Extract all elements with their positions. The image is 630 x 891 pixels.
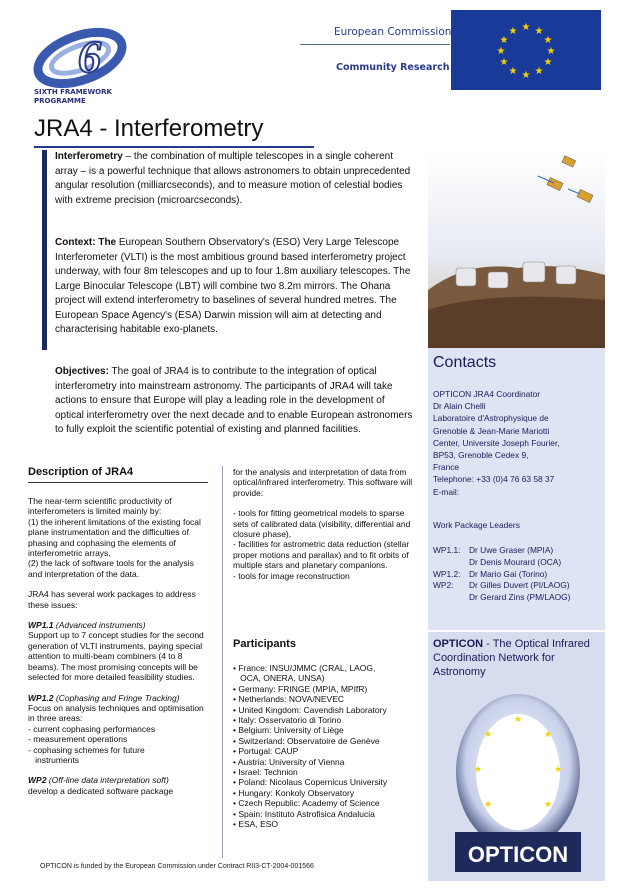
participant-item: • Hungary: Konkoly Observatory <box>233 787 355 798</box>
wp-leader-row <box>433 557 603 569</box>
wp2-code: WP1.2 <box>28 692 54 703</box>
ec-divider <box>300 44 450 45</box>
wp-code <box>433 592 469 604</box>
mid-bullet: - facilities for astrometric data reduction (stellar proper motions and parallax) and to fit orbits of multiple stars and planetary companions. <box>233 539 410 571</box>
participant-item: • Belgium: University of Liège <box>233 725 344 736</box>
opticon-heading <box>433 637 603 679</box>
participant-item: • Israel: Technion <box>233 767 298 778</box>
svg-text:★: ★ <box>473 765 483 775</box>
wp-leader-row <box>433 545 603 557</box>
participant-item: • Italy: Osservatorio di Torino <box>233 715 342 726</box>
context-text: European Southern Observatory's (ESO) Very Large Telescope Interferometer (VLTI) is the most ambitious ground based interferometry project underway, with four 8m telescopes and up to four 1.8m auxiliary telescopes. The Large Binocular Telescope (LBT) will combine two 8.2m mirrors. The Ohana project will extend interferometry to baselines of several hundred metres. The European Space Agency's (ESA) Darwin mission will aim at detecting and characterising habitable exo-planets. <box>55 237 411 335</box>
title-underline <box>34 146 314 148</box>
svg-text:★: ★ <box>521 22 531 33</box>
opticon-name: OPTICON <box>433 638 484 650</box>
svg-text:★: ★ <box>508 26 518 37</box>
contacts-details <box>433 388 603 498</box>
intro-accent-bar <box>42 150 47 350</box>
svg-text:★: ★ <box>521 70 531 81</box>
contact-phone: Telephone: +33 (0)4 76 63 58 37 <box>433 474 555 485</box>
desc-limit-2: (2) the lack of software tools for the analysis and interpretation of the data. <box>28 558 194 579</box>
wp2-bullet: - current cophasing performances <box>28 723 156 734</box>
wp3-text: develop a dedicated software package <box>28 785 174 796</box>
participant-item: • Czech Republic: Academy of Science <box>233 798 380 809</box>
wp-leaders-title: Work Package Leaders <box>433 520 520 530</box>
wp3-title: (Off-line data interpretation soft) <box>46 775 169 786</box>
wp1-text: Support up to 7 concept studies for the second generation of VLTI instruments, paying special attention to multi-beam combiners (4 to 8 beams). The most promising concepts will be selected for more detailed feasibility studies. <box>28 630 204 683</box>
svg-text:★: ★ <box>499 35 509 46</box>
participant-item: • Germany: FRINGE (MPIA, MPIfR) <box>233 683 368 694</box>
svg-text:★: ★ <box>508 66 518 77</box>
wp2-heading <box>28 693 210 703</box>
participant-item: OCA, ONERA, UNSA) <box>233 673 325 684</box>
contact-line: France <box>433 462 460 473</box>
description-left-column <box>28 496 210 796</box>
wp1-code: WP1.1 <box>28 620 54 631</box>
svg-text:6: 6 <box>78 31 101 82</box>
fp6-caption-line1: SIXTH FRAMEWORK <box>34 88 112 96</box>
wp-leader-row <box>433 592 603 604</box>
opticon-logo-text: OPTICON <box>467 842 569 867</box>
svg-text:★: ★ <box>543 800 553 810</box>
opticon-logo <box>443 692 593 877</box>
wp2-bullet: - cophasing schemes for future <box>28 744 145 755</box>
fp6-caption <box>34 88 112 106</box>
wp3-heading <box>28 775 210 785</box>
svg-text:★: ★ <box>496 46 506 57</box>
desc-intro: The near-term scientific productivity of interferometers is limited mainly by: <box>28 496 172 517</box>
svg-text:★: ★ <box>499 57 509 68</box>
svg-text:★: ★ <box>534 26 544 37</box>
svg-text:★: ★ <box>546 46 556 57</box>
contact-email: E-mail: <box>433 486 460 497</box>
participant-item: • Switzerland: Observatoire de Genève <box>233 735 380 746</box>
wp-leader-row <box>433 569 603 581</box>
svg-text:★: ★ <box>483 800 493 810</box>
participant-item: • Spain: Instituto Astrofisica Andalucia <box>233 808 375 819</box>
intro-objectives <box>55 365 415 438</box>
participant-item: • United Kingdom: Cavendish Laboratory <box>233 704 387 715</box>
column-separator <box>222 466 223 858</box>
description-heading: Description of JRA4 <box>28 466 134 478</box>
ec-subtitle: Community Research <box>336 62 450 73</box>
wp-leader-row <box>433 580 603 592</box>
participant-item: • France: INSU/JMMC (CRAL, LAOG, <box>233 663 376 673</box>
description-mid-column <box>233 467 419 581</box>
objectives-text: The goal of JRA4 is to contribute to the integration of optical interferometry into mainstream astronomy. The participants of JRA4 will take actions to ensure that Europe will play a leading role in the development of optical interferometry over the next decade and to enable European astronomers to fully exploit the scientific potential of existing and planned facilities. <box>55 366 413 435</box>
telescope-observatory-image <box>428 150 605 348</box>
page-title: JRA4 - Interferometry <box>34 115 264 142</box>
eu-flag-icon <box>451 10 601 90</box>
wp-leaders-list <box>433 545 603 604</box>
svg-text:★: ★ <box>513 715 523 725</box>
desc-wp-intro: JRA4 has several work packages to address these issues: <box>28 589 196 610</box>
wp-leader: Dr Mario Gai (Torino) <box>469 568 548 579</box>
svg-text:★: ★ <box>543 57 553 68</box>
wp-leader: Dr Denis Mourard (OCA) <box>469 556 562 567</box>
wp-leader: Dr Gerard Zins (PM/LAOG) <box>469 592 571 603</box>
contact-line: Laboratoire d'Astrophysique de <box>433 413 549 424</box>
wp-code: WP2: <box>433 580 454 591</box>
contact-line: Center, Universite Joseph Fourier, <box>433 437 560 448</box>
desc-limit-1: (1) the inherent limitations of the existing focal plane instrumentation and the difficulties of phasing and cophasing the elements of interferometric arrays, <box>28 516 201 559</box>
wp2-bullet-cont: instruments <box>28 754 80 765</box>
wp2-title: (Cophasing and Fringe Tracking) <box>53 692 180 703</box>
wp3-code: WP2 <box>28 775 47 786</box>
svg-text:★: ★ <box>543 35 553 46</box>
wp1-heading <box>28 620 210 630</box>
context-label: Context: The <box>55 237 117 248</box>
svg-text:★: ★ <box>483 730 493 740</box>
funding-footer: OPTICON is funded by the European Commission under Contract RII3-CT-2004-001566 <box>40 863 314 870</box>
svg-text:★: ★ <box>543 730 553 740</box>
wp2-text: Focus on analysis techniques and optimisation in three areas: <box>28 702 204 724</box>
participant-item: • Austria: University of Vienna <box>233 756 345 767</box>
interferometry-text: – the combination of multiple telescopes in a single coherent array – is a powerful technique that allows astronomers to obtain unprecedented angular resolution (milliarcseconds), and to measure motion of celestial bodies with extreme precision (microarcseconds). <box>55 151 411 206</box>
intro-interferometry <box>55 150 415 208</box>
wp-code: WP1.2: <box>433 568 461 579</box>
participant-item: • Netherlands: NOVA/NEVEC <box>233 694 344 705</box>
wp-code: WP1.1: <box>433 545 461 555</box>
mid-intro: for the analysis and interpretation of data from optical/infrared interferometry. This software will provide: <box>233 467 413 498</box>
participant-item: • Poland: Nicolaus Copernicus University <box>233 777 388 788</box>
contact-line: Dr Alain Chelli <box>433 401 486 412</box>
interferometry-label: Interferometry <box>55 151 123 162</box>
contact-line: Grenoble & Jean-Marie Mariotti <box>433 425 550 436</box>
participant-item: • ESA, ESO <box>233 819 279 830</box>
mid-bullet: - tools for image reconstruction <box>233 570 350 581</box>
svg-text:★: ★ <box>534 66 544 77</box>
objectives-label: Objectives: <box>55 366 109 377</box>
ec-title: European Commission <box>334 26 452 38</box>
participant-item: • Portugal: CAUP <box>233 746 299 757</box>
wp2-bullet: - measurement operations <box>28 734 128 745</box>
fp6-caption-line2: PROGRAMME <box>34 97 86 105</box>
contacts-title: Contacts <box>433 354 497 371</box>
intro-context <box>55 236 415 338</box>
contact-line: BP53, Grenoble Cedex 9, <box>433 450 529 461</box>
opticon-description: - The Optical Infrared Coordination Network for Astronomy <box>433 638 590 678</box>
wp-leader: Dr Gilles Duvert (PI/LAOG) <box>469 580 570 591</box>
wp-leader: Dr Uwe Graser (MPIA) <box>469 545 554 555</box>
svg-text:★: ★ <box>553 765 563 775</box>
mid-bullet: - tools for fitting geometrical models to sparse sets of calibrated data (visibility, differential and closure phase), <box>233 508 411 540</box>
wp1-title: (Advanced instruments) <box>53 620 146 631</box>
description-rule <box>28 482 208 483</box>
wp-code <box>433 557 469 569</box>
participants-heading: Participants <box>233 638 296 650</box>
contact-line: OPTICON JRA4 Coordinator <box>433 389 541 399</box>
participants-list <box>233 663 423 830</box>
